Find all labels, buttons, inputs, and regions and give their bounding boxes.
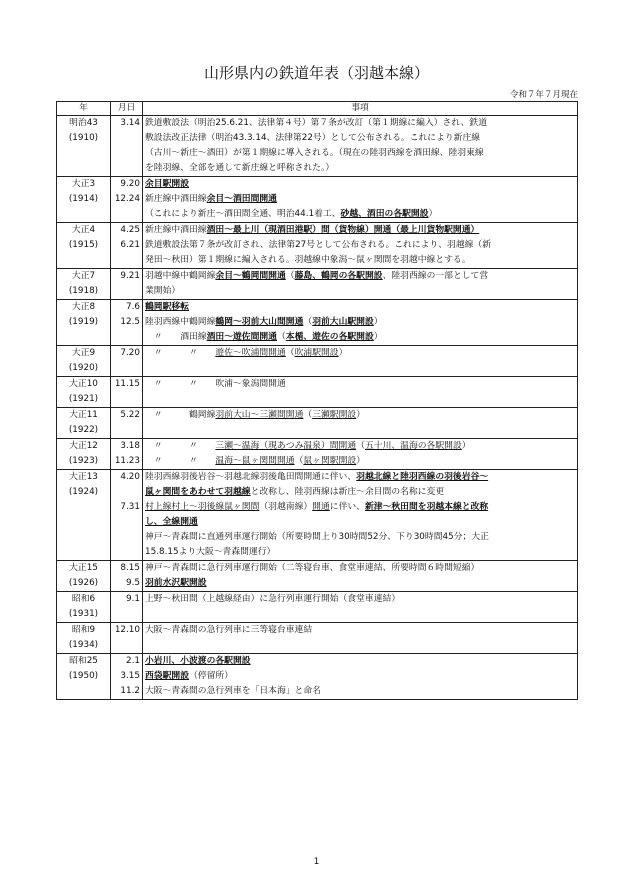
year-cell xyxy=(57,561,111,592)
year-cell xyxy=(57,470,111,561)
western-year: (1919) xyxy=(68,317,99,327)
header-date: 月日 xyxy=(111,102,143,116)
japanese-era-year: 大正11 xyxy=(69,410,98,420)
year-cell xyxy=(57,177,111,223)
event-text: に伴い、 xyxy=(329,502,365,512)
event-date: 11.15 xyxy=(114,379,140,389)
event-date xyxy=(113,284,140,299)
event-line xyxy=(145,576,575,591)
event-date: 7.6 xyxy=(126,302,140,312)
highlighted-event-text: 西袋駅開設 xyxy=(145,671,189,681)
event-date: 9.20 xyxy=(120,179,140,189)
event-text: 鉄道敷設法（明治25.6.21、法律第４号）第７条が改訂（第１期線に編入）され、鉄道 xyxy=(145,118,487,128)
japanese-era-year: 大正13 xyxy=(69,472,98,482)
event-text: ） xyxy=(461,441,471,451)
event-date: 3.15 xyxy=(120,671,140,681)
event-cell xyxy=(143,654,578,700)
event-text: （ xyxy=(294,456,304,466)
event-date: 12.24 xyxy=(114,194,140,204)
event-cell xyxy=(143,377,578,408)
western-year: (1910) xyxy=(68,133,99,143)
event-date: 4.20 xyxy=(120,472,140,482)
event-cell xyxy=(143,116,578,177)
event-line xyxy=(145,284,575,299)
event-line xyxy=(145,377,575,392)
highlighted-event-text: 酒田〜最上川（現酒田港駅）間（貨物線）開通（最上川貨物駅開通） xyxy=(206,225,480,235)
year-cell xyxy=(57,623,111,654)
highlighted-event-text: 鶴岡〜羽前大山間開通 xyxy=(215,317,304,327)
table-row xyxy=(57,269,578,300)
event-text: ） xyxy=(373,317,383,327)
date-cell xyxy=(111,592,143,623)
event-date: 11.2 xyxy=(120,686,140,696)
event-text: 15.8.15より大阪〜青森間運行） xyxy=(145,547,276,557)
event-date: 2.1 xyxy=(126,656,140,666)
year-cell xyxy=(57,377,111,408)
event-line xyxy=(145,470,575,485)
event-text: （古川〜新庄〜酒田）が第１期線に導入される。（現在の陸羽西線を酒田線、陸羽東線 xyxy=(145,148,484,158)
date-cell xyxy=(111,408,143,439)
year-cell xyxy=(57,116,111,177)
event-text: 発田〜秋田）第１期線に編入される。羽越線中象潟〜鼠ヶ関間を羽越中線とする。 xyxy=(145,255,471,265)
japanese-era-year: 大正3 xyxy=(71,179,96,189)
table-row xyxy=(57,654,578,700)
event-line xyxy=(145,330,575,345)
event-text: （ xyxy=(303,317,313,327)
page-title: 山形県内の鉄道年表（羽越本線） xyxy=(203,64,429,82)
event-date xyxy=(113,515,140,530)
highlighted-event-text: 藤島、鶴岡の各駅開設 xyxy=(294,271,383,281)
date-cell xyxy=(111,300,143,346)
western-year: (1915) xyxy=(68,240,99,250)
event-text: （ xyxy=(285,348,295,358)
japanese-era-year: 大正4 xyxy=(71,225,96,235)
date-cell xyxy=(111,654,143,700)
year-cell xyxy=(57,223,111,269)
date-cell xyxy=(111,561,143,592)
year-cell xyxy=(57,654,111,700)
western-year: (1923) xyxy=(68,456,99,466)
highlighted-event-text: 砂越、酒田の各駅開設 xyxy=(340,209,429,219)
year-cell xyxy=(57,408,111,439)
japanese-era-year: 昭和9 xyxy=(71,625,96,635)
date-cell xyxy=(111,377,143,408)
event-line xyxy=(145,207,575,222)
header-event: 事項 xyxy=(143,102,578,116)
event-text: 〃 酒田線 xyxy=(145,332,207,342)
event-date: 8.15 xyxy=(120,563,140,573)
event-line xyxy=(145,315,575,330)
highlighted-event-text: 鶴岡駅移転 xyxy=(145,302,189,312)
event-date: 9.1 xyxy=(126,594,140,604)
date-cell xyxy=(111,223,143,269)
event-text: 陸羽西線羽後岩谷〜羽越北線羽後亀田間開通に伴い、 xyxy=(145,472,357,482)
year-cell xyxy=(57,439,111,470)
japanese-era-year: 大正7 xyxy=(71,271,96,281)
event-date: 4.25 xyxy=(120,225,140,235)
date-cell xyxy=(111,346,143,377)
table-row xyxy=(57,439,578,470)
western-year: (1914) xyxy=(68,194,99,204)
highlighted-event-text: 余目〜酒田間開通 xyxy=(206,194,277,204)
event-text: （ xyxy=(285,271,295,281)
event-date: 9.21 xyxy=(120,271,140,281)
highlighted-event-text: 酒田〜遊佐間開通 xyxy=(206,332,277,342)
event-line xyxy=(145,161,575,176)
page-number: 1 xyxy=(313,857,320,867)
event-date xyxy=(113,253,140,268)
event-cell xyxy=(143,592,578,623)
event-line xyxy=(145,131,575,146)
japanese-era-year: 昭和25 xyxy=(69,656,98,666)
event-text: ） xyxy=(428,209,438,219)
event-line xyxy=(145,454,575,469)
event-cell xyxy=(143,346,578,377)
table-row xyxy=(57,300,578,346)
event-date xyxy=(113,161,140,176)
event-text: 〃 〃 xyxy=(145,348,216,358)
event-line xyxy=(145,300,575,315)
event-line xyxy=(145,408,575,423)
event-cell xyxy=(143,439,578,470)
event-date xyxy=(113,392,140,407)
highlighted-event-text: 遊佐〜吹浦間開通 xyxy=(215,348,286,358)
event-text: 業開始） xyxy=(145,286,181,296)
event-text: （これにより新庄〜酒田間全通、明治44.1着工、 xyxy=(145,209,341,219)
event-line xyxy=(145,684,575,699)
event-date: 7.31 xyxy=(120,502,140,512)
western-year: (1931) xyxy=(68,609,99,619)
western-year: (1924) xyxy=(68,487,99,497)
event-text: 新庄線中酒田線 xyxy=(145,225,207,235)
event-text: 羽越中線中鶴岡線 xyxy=(145,271,216,281)
western-year: (1934) xyxy=(68,640,99,650)
event-text: 大阪〜青森間の急行列車に三等寝台車連結 xyxy=(145,625,313,635)
event-cell xyxy=(143,623,578,654)
event-date xyxy=(113,207,140,222)
event-text: 神戸〜青森間に直通列車運行開始（所要時間上り30時間52分、下り30時間45分；大正 xyxy=(145,532,489,542)
event-line xyxy=(145,361,575,376)
event-line xyxy=(145,654,575,669)
event-line xyxy=(145,530,575,545)
event-date xyxy=(113,638,140,653)
event-text: ） xyxy=(338,348,348,358)
event-text: ） xyxy=(356,410,365,420)
table-row xyxy=(57,623,578,654)
event-line xyxy=(145,439,575,454)
western-year: (1920) xyxy=(68,363,99,373)
highlighted-event-text: 三瀬駅開設 xyxy=(312,410,357,420)
event-text: 神戸〜青森間に急行列車運行開始（二等寝台車、食堂車連結、所要時間６時間短縮） xyxy=(145,563,480,573)
event-line xyxy=(145,223,575,238)
event-date: 3.14 xyxy=(120,118,140,128)
western-year: (1918) xyxy=(68,286,99,296)
event-date xyxy=(113,423,140,438)
event-text: と改称し、陸羽西線は新庄〜余目間の名称に変更 xyxy=(250,487,445,497)
event-text: 新庄線中酒田線 xyxy=(145,194,207,204)
event-line xyxy=(145,423,575,438)
table-row xyxy=(57,408,578,439)
table-row xyxy=(57,561,578,592)
highlighted-event-text: 五十川、温海の各駅開設 xyxy=(364,441,462,451)
event-date: 3.18 xyxy=(120,441,140,451)
highlighted-event-text: 羽前水沢駅開設 xyxy=(145,578,207,588)
western-year: (1922) xyxy=(68,425,99,435)
event-date: 11.23 xyxy=(114,456,140,466)
event-line xyxy=(145,545,575,560)
highlighted-event-text: 余目駅開設 xyxy=(145,179,189,189)
event-date xyxy=(113,485,140,500)
event-text: （羽越南線） xyxy=(259,502,313,512)
event-text: 〃 鶴岡線 xyxy=(145,410,216,420)
date-cell xyxy=(111,470,143,561)
japanese-era-year: 昭和6 xyxy=(71,594,96,604)
date-cell xyxy=(111,177,143,223)
as-of-date: 令和７年７月現在 xyxy=(509,90,578,100)
table-row xyxy=(57,177,578,223)
event-cell xyxy=(143,269,578,300)
western-year: (1950) xyxy=(68,671,99,681)
highlighted-event-text: 余目〜鶴岡間開通 xyxy=(215,271,286,281)
highlighted-event-text: 鼠ヶ関間をあわせて羽越線 xyxy=(145,487,251,497)
date-cell xyxy=(111,623,143,654)
event-text: 〃 〃 xyxy=(145,441,216,451)
highlighted-event-text: 開通 xyxy=(312,502,330,512)
year-cell xyxy=(57,592,111,623)
event-text: 〃 〃 吹浦〜象潟間開通 xyxy=(145,379,286,389)
event-text: 、陸羽西線の一部として営 xyxy=(382,271,489,281)
table-row xyxy=(57,377,578,408)
event-text: （ xyxy=(303,410,313,420)
highlighted-event-text: 三瀬〜温海（現あつみ温泉）間開通 xyxy=(215,441,357,451)
highlighted-event-text: し、全線開通 xyxy=(145,517,198,527)
event-text: （停留所） xyxy=(189,671,233,681)
event-date xyxy=(113,131,140,146)
event-date: 6.21 xyxy=(120,240,140,250)
event-text: 大阪〜青森間の急行列車を「日本海」と命名 xyxy=(145,686,321,696)
date-cell xyxy=(111,439,143,470)
event-line xyxy=(145,269,575,284)
highlighted-event-text: 羽前大山駅開設 xyxy=(312,317,374,327)
table-row xyxy=(57,346,578,377)
event-text: 〃 〃 xyxy=(145,456,216,466)
event-line xyxy=(145,669,575,684)
event-line xyxy=(145,346,575,361)
highlighted-event-text: 吹浦駅開設 xyxy=(294,348,339,358)
japanese-era-year: 大正12 xyxy=(69,441,98,451)
date-cell xyxy=(111,269,143,300)
highlighted-event-text: 温海〜鼠ヶ関間開通 xyxy=(215,456,295,466)
event-date: 5.22 xyxy=(120,410,140,420)
japanese-era-year: 明治43 xyxy=(69,118,98,128)
table-row xyxy=(57,223,578,269)
event-text: を陸羽線、全部を通して新庄線と呼称された。） xyxy=(145,163,335,173)
event-line xyxy=(145,146,575,161)
western-year: (1926) xyxy=(68,578,99,588)
event-date: 7.20 xyxy=(120,348,140,358)
event-line xyxy=(145,500,575,515)
event-cell xyxy=(143,561,578,592)
event-line xyxy=(145,515,575,530)
table-body xyxy=(57,116,578,700)
event-date: 9.5 xyxy=(126,578,140,588)
event-cell xyxy=(143,408,578,439)
event-line xyxy=(145,253,575,268)
event-cell xyxy=(143,470,578,561)
event-line xyxy=(145,592,575,607)
event-line xyxy=(145,177,575,192)
event-date xyxy=(113,607,140,622)
highlighted-event-text: 羽前大山〜三瀬間開通 xyxy=(215,410,304,420)
event-text: 敷設法改正法律（明治43.3.14、法律第22号）として公布される。これにより新庄線 xyxy=(145,133,481,143)
event-cell xyxy=(143,223,578,269)
event-cell xyxy=(143,177,578,223)
japanese-era-year: 大正8 xyxy=(71,302,96,312)
event-line xyxy=(145,116,575,131)
table-row xyxy=(57,592,578,623)
western-year: (1921) xyxy=(68,394,99,404)
japanese-era-year: 大正10 xyxy=(69,379,98,389)
event-line xyxy=(145,192,575,207)
event-text: ） xyxy=(356,456,365,466)
event-line xyxy=(145,392,575,407)
event-line xyxy=(145,238,575,253)
event-line xyxy=(145,607,575,622)
event-text: ） xyxy=(373,332,383,342)
event-date xyxy=(113,146,140,161)
event-date xyxy=(113,330,140,345)
japanese-era-year: 大正9 xyxy=(71,348,96,358)
japanese-era-year: 大正15 xyxy=(69,563,98,573)
event-line xyxy=(145,485,575,500)
event-text: （ xyxy=(356,441,365,451)
railway-chronology-table xyxy=(56,101,578,700)
event-date: 12.10 xyxy=(114,625,140,635)
table-row xyxy=(57,470,578,561)
highlighted-event-text: 村上線村上〜羽後線鼠ヶ関間 xyxy=(145,502,260,512)
date-cell xyxy=(111,116,143,177)
table-header-row xyxy=(57,102,578,116)
table-row xyxy=(57,116,578,177)
event-line xyxy=(145,623,575,638)
event-date xyxy=(113,361,140,376)
highlighted-event-text: 小岩川、小波渡の各駅開設 xyxy=(145,656,251,666)
year-cell xyxy=(57,300,111,346)
year-cell xyxy=(57,346,111,377)
header-year: 年 xyxy=(57,102,111,116)
event-text: 陸羽西線中鶴岡線 xyxy=(145,317,216,327)
event-date: 12.5 xyxy=(120,317,140,327)
event-text: （ xyxy=(276,332,286,342)
event-text: 鉄道敷設法第７条が改訂され、法律第27号として公布される。これにより、羽越線（新 xyxy=(145,240,492,250)
event-text: 上野〜秋田間（上越線経由）に急行列車運行開始（食堂車連結） xyxy=(145,594,401,604)
highlighted-event-text: 鼠ヶ関駅開設 xyxy=(303,456,357,466)
event-line xyxy=(145,638,575,653)
highlighted-event-text: 羽越北線と陸羽西線の羽後岩谷〜 xyxy=(356,472,489,482)
event-line xyxy=(145,561,575,576)
event-date xyxy=(113,545,140,560)
highlighted-event-text: 本楯、遊佐の各駅開設 xyxy=(285,332,374,342)
highlighted-event-text: 新津〜秋田間を羽越本線と改称 xyxy=(364,502,489,512)
event-date xyxy=(113,530,140,545)
event-cell xyxy=(143,300,578,346)
year-cell xyxy=(57,269,111,300)
